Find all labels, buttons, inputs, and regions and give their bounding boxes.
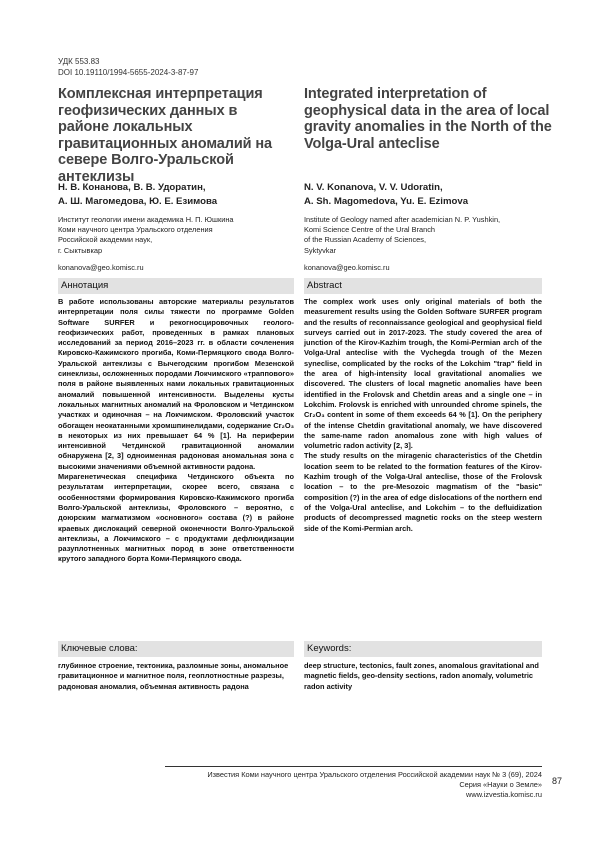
authors-en-line2: A. Sh. Magomedova, Yu. E. Ezimova: [304, 195, 468, 209]
affiliation-line: Komi Science Centre of the Ural Branch: [304, 225, 500, 235]
affiliation-line: Российской академии наук,: [58, 235, 234, 245]
affiliation-line: of the Russian Academy of Sciences,: [304, 235, 500, 245]
authors-ru-line1: Н. В. Конанова, В. В. Удоратин,: [58, 181, 217, 195]
keywords-heading-en: Keywords:: [304, 641, 542, 657]
affiliation-line: Institute of Geology named after academician N. P. Yushkin,: [304, 215, 500, 225]
email-en[interactable]: konanova@geo.komisc.ru: [304, 263, 390, 272]
abstract-heading-bar-en: [304, 278, 542, 294]
keywords-heading-bar-ru: [58, 641, 294, 657]
journal-series: Серия «Науки о Земле»: [207, 780, 542, 790]
journal-footer: [207, 770, 542, 800]
authors-en-line1: N. V. Konanova, V. V. Udoratin,: [304, 181, 468, 195]
abstract-heading-ru: Аннотация: [58, 278, 294, 294]
udc-code: УДК 553.83: [58, 56, 198, 67]
abstract-heading-en: Abstract: [304, 278, 542, 294]
email-ru[interactable]: konanova@geo.komisc.ru: [58, 263, 144, 272]
title-en: Integrated interpretation of geophysical data in the area of local gravity anomalies in the North of the Volga-Ural anteclise: [304, 86, 554, 152]
authors-ru: [58, 181, 217, 209]
abstract-paragraph: Мирагенетическая специфика Четдинского объекта по результатам интерпретации, скорее всего, связана с особенностями формирования Кировско-Кажимского прогиба Волго-Уральской антеклизы, Фроловского – вероятно, с доюрским магматизмом «основного» состава (?) в районе краевых дислокаций северной оконечности Волго-Уральской антеклизы, а Локчимского – с продуктами дефлюидизации разуплотненных магнитных пород в зоне ответственности крутого западного борта Коми-Пермяцкого свода.: [58, 472, 294, 565]
keywords-ru: глубинное строение, тектоника, разломные зоны, аномальное гравитационное и магнитное поля, геоплотностные разрезы, радоновая аномалия, объемная активность радона: [58, 661, 294, 692]
abstract-paragraph: The complex work uses only original materials of both the measurement results using the Golden Software SURFER program and the results of reconnaissance geological and geophysical field surveys carried out in 2017-2023. The study covered the area of junction of the Kirov-Kazhim trough, the Komi-Permian arch of the Volga-Ural anteclise with the Vychegda trough of the Mezen syneclise, complicated by the rocks of the Lokchim "trap" field in the area of high-intensity local gravitational anomalies we discovered. The clusters of local magnetic anomalies have been identified in the Frolovsk and Chetdin areas and a single one – in Lokchim. Frolovsk is enriched with unrounded chrome spinels, the Cr₂O₃ content in some of them exceeds 64 % [1]. On the periphery of the intense Chetdin gravitational anomaly, we have discovered the same-name radon anomalous zone with high values of volumetric radon activity [2, 3].: [304, 297, 542, 451]
abstract-heading-bar-ru: [58, 278, 294, 294]
abstract-body-ru: [58, 297, 294, 565]
abstract-body-en: [304, 297, 542, 534]
authors-ru-line2: А. Ш. Магомедова, Ю. Е. Езимова: [58, 195, 217, 209]
abstract-paragraph: В работе использованы авторские материалы результатов интерпретации поля силы тяжести по программе Golden Software SURFER и рекогносцировочных геолого-геофизических работ, проведенных в рамках плановых исследований за период 2016–2023 гг. в области сочленения Кировско-Кажимского прогиба, Коми-Пермяцкого свода Волго-Уральской антеклизы с Вычегодским прогибом Мезенской синеклизы, осложненных породами Локчимского «траппового» поля в районе выявленных нами локальных гравитационных аномалий повышенной интенсивности. Выделены кусты локальных магнитных аномалий на Фроловском и Четдинском участках и одиночная – на Локчимском. Фроловский участок обогащен неокатанными хромшпинелидами, содержание Cr₂O₃ в некоторых из них превышает 64 % [1]. На периферии интенсивной Четдинской гравитационной аномалии обнаружена [2, 3] одноименная радоновая аномальная зона с высокими значениями объемной активности радона.: [58, 297, 294, 472]
affiliation-line: Коми научного центра Уральского отделения: [58, 225, 234, 235]
article-meta: [58, 56, 198, 78]
footer-divider: [165, 766, 542, 767]
keywords-heading-ru: Ключевые слова:: [58, 641, 294, 657]
affiliation-line: г. Сыктывкар: [58, 246, 234, 256]
affiliation-ru: [58, 215, 234, 256]
keywords-en: deep structure, tectonics, fault zones, anomalous gravitational and magnetic fields, geo-density sections, radon anomaly, volumetric radon activity: [304, 661, 542, 692]
authors-en: [304, 181, 468, 209]
doi: DOI 10.19110/1994-5655-2024-3-87-97: [58, 67, 198, 78]
affiliation-line: Syktyvkar: [304, 246, 500, 256]
affiliation-en: [304, 215, 500, 256]
page-number: 87: [552, 776, 562, 786]
affiliation-line: Институт геологии имени академика Н. П. Юшкина: [58, 215, 234, 225]
abstract-paragraph: The study results on the miragenic characteristics of the Chetdin location seem to be related to the formation features of the Kirov-Kazhim trough of the Volga-Ural anteclise, those of the Frolovsk location – to the pre-Mesozoic magmatism of the "basic" composition (?) in the area of edge dislocations of the northern end of the Volga-Ural anteclise, and Lokchim – to the defluidization products of decompressed magnetic rocks on the steep western side of the Komi-Permian arch.: [304, 451, 542, 533]
title-ru: Комплексная интерпретация геофизических данных в районе локальных гравитационных аномалий на севере Волго-Уральской антеклизы: [58, 86, 288, 185]
journal-url[interactable]: www.izvestia.komisc.ru: [207, 790, 542, 800]
keywords-heading-bar-en: [304, 641, 542, 657]
journal-name: Известия Коми научного центра Уральского отделения Российской академии наук № 3 (69), 2024: [207, 770, 542, 780]
